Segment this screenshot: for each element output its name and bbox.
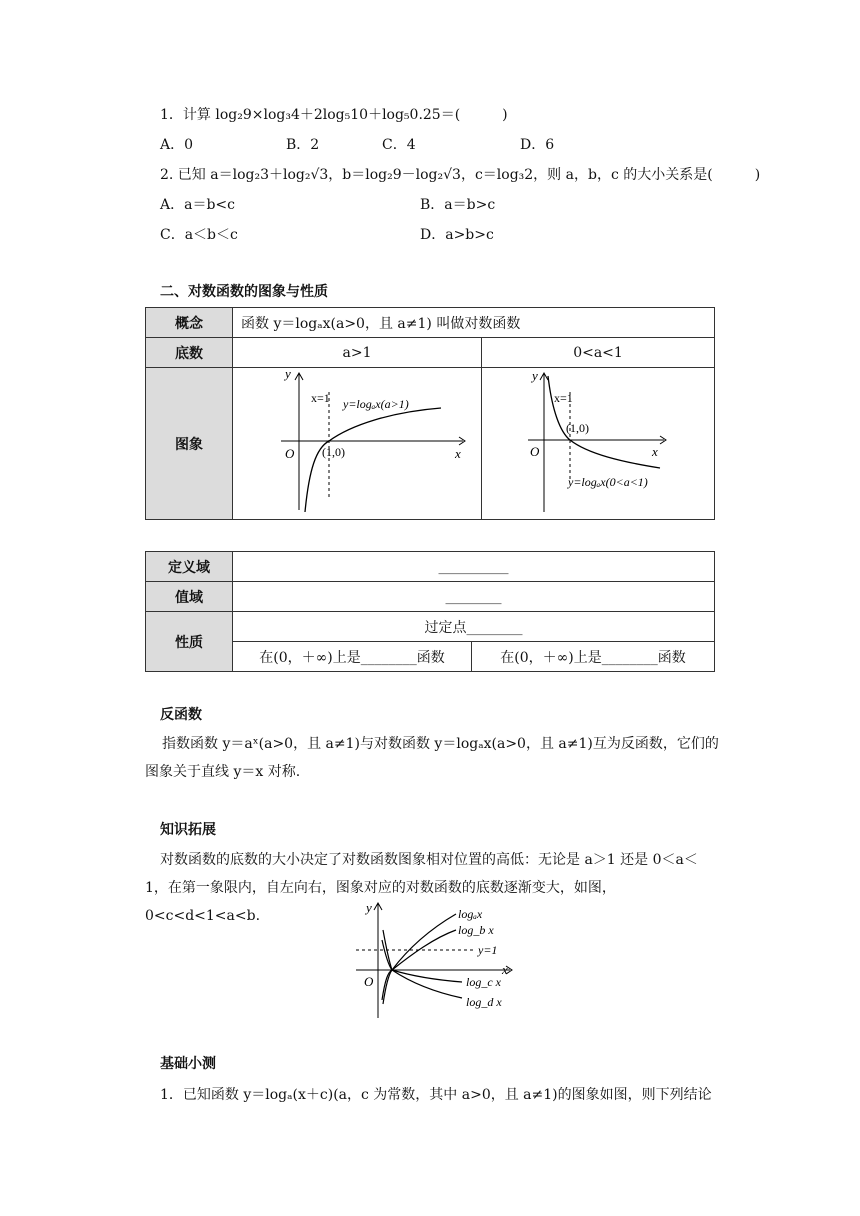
concept-text: 函数 y＝logₐx(a>0，且 a≠1) 叫做对数函数: [233, 308, 715, 338]
domain-label: 定义域: [146, 552, 233, 582]
base-lt-1: 0<a<1: [482, 338, 715, 368]
graph-b-y-label: y: [532, 369, 538, 383]
q2-option-c: C．a＜b＜c: [160, 227, 238, 243]
graph-b-origin: O: [530, 443, 540, 459]
log-graph-a-lt-1: [522, 370, 672, 518]
cmp-y1-label: y=1: [478, 943, 498, 957]
cmp-log-a-label: logₐx: [458, 907, 483, 921]
expand-title: 知识拓展: [160, 822, 216, 838]
cmp-log-c-label: log_c x: [466, 975, 501, 989]
log-comparison-graph: [352, 900, 522, 1022]
inverse-paragraph: [145, 730, 730, 786]
fixed-point-text: 过定点________: [233, 612, 715, 642]
graph-cell-lt1: [482, 368, 715, 520]
graph-a-curve-label: y=logₐx(a>1): [343, 396, 409, 411]
monotonic-gt1: 在(0，＋∞)上是________函数: [233, 642, 472, 672]
question-1: 1．计算 log₂9×log₃4＋2log₅10＋log₅0.25＝( ): [160, 107, 508, 123]
graph-b-vline-label: x=1: [554, 390, 573, 405]
graph-cell-gt1: [233, 368, 482, 520]
basic-title: 基础小测: [160, 1056, 216, 1072]
graph-a-x-label: x: [455, 445, 461, 461]
log-properties-table: [145, 551, 715, 672]
domain-blank: __________: [233, 552, 715, 582]
q2-option-a: A．a＝b<c: [160, 197, 235, 213]
section-title: 二、对数函数的图象与性质: [160, 284, 328, 300]
range-label: 值域: [146, 582, 233, 612]
inverse-line-1: 指数函数 y＝aˣ(a>0，且 a≠1)与对数函数 y＝logₐx(a>0，且 a≠1)互为反函数，它们的: [162, 736, 719, 752]
graph-a-vline-label: x=1: [311, 390, 330, 405]
graph-label: 图象: [146, 368, 233, 520]
q2-option-b: B．a＝b>c: [420, 197, 496, 213]
log-graph-a-gt-1: [271, 370, 471, 518]
cmp-y-label: y: [366, 900, 372, 915]
graph-a-origin: O: [285, 445, 295, 461]
q1-option-c: C．4: [382, 137, 416, 153]
inverse-line-2: 图象关于直线 y＝x 对称.: [145, 764, 301, 780]
log-function-table: [145, 307, 715, 520]
inverse-title: 反函数: [160, 707, 202, 723]
question-2: 2. 已知 a＝log₂3＋log₂√3，b＝log₂9－log₂√3，c＝log₃2，则 a，b，c 的大小关系是( ): [160, 167, 761, 183]
cmp-log-d-label: log_d x: [466, 995, 502, 1009]
property-label: 性质: [146, 612, 233, 672]
graph-b-x-label: x: [652, 443, 658, 459]
graph-a-point-label: (1,0): [322, 444, 345, 459]
q1-option-a: A．0: [160, 137, 194, 153]
concept-label: 概念: [146, 308, 233, 338]
graph-a-y-label: y: [285, 369, 291, 381]
base-label: 底数: [146, 338, 233, 368]
graph-b-curve-label: y=logₐx(0<a<1): [568, 474, 648, 489]
q1-option-d: D．6: [520, 137, 555, 153]
range-blank: ________: [233, 582, 715, 612]
basic-question-1: 1．已知函数 y＝logₐ(x＋c)(a，c 为常数，其中 a>0，且 a≠1)的图象如图，则下列结论: [160, 1087, 712, 1103]
q2-option-d: D．a>b>c: [420, 227, 494, 243]
cmp-log-b-label: log_b x: [458, 923, 494, 937]
expand-line-1: 对数函数的底数的大小决定了对数函数图象相对位置的高低：无论是 a＞1 还是 0＜a＜: [160, 852, 698, 868]
cmp-x-label: x: [502, 962, 508, 977]
expand-line-2: 1，在第一象限内，自左向右，图象对应的对数函数的底数逐渐变大，如图，0<c<d<1<a<b.: [145, 880, 616, 924]
cmp-origin: O: [364, 974, 374, 989]
graph-b-point-label: (1,0): [566, 420, 589, 435]
q1-option-b: B．2: [286, 137, 320, 153]
base-gt-1: a>1: [233, 338, 482, 368]
monotonic-lt1: 在(0，＋∞)上是________函数: [472, 642, 715, 672]
